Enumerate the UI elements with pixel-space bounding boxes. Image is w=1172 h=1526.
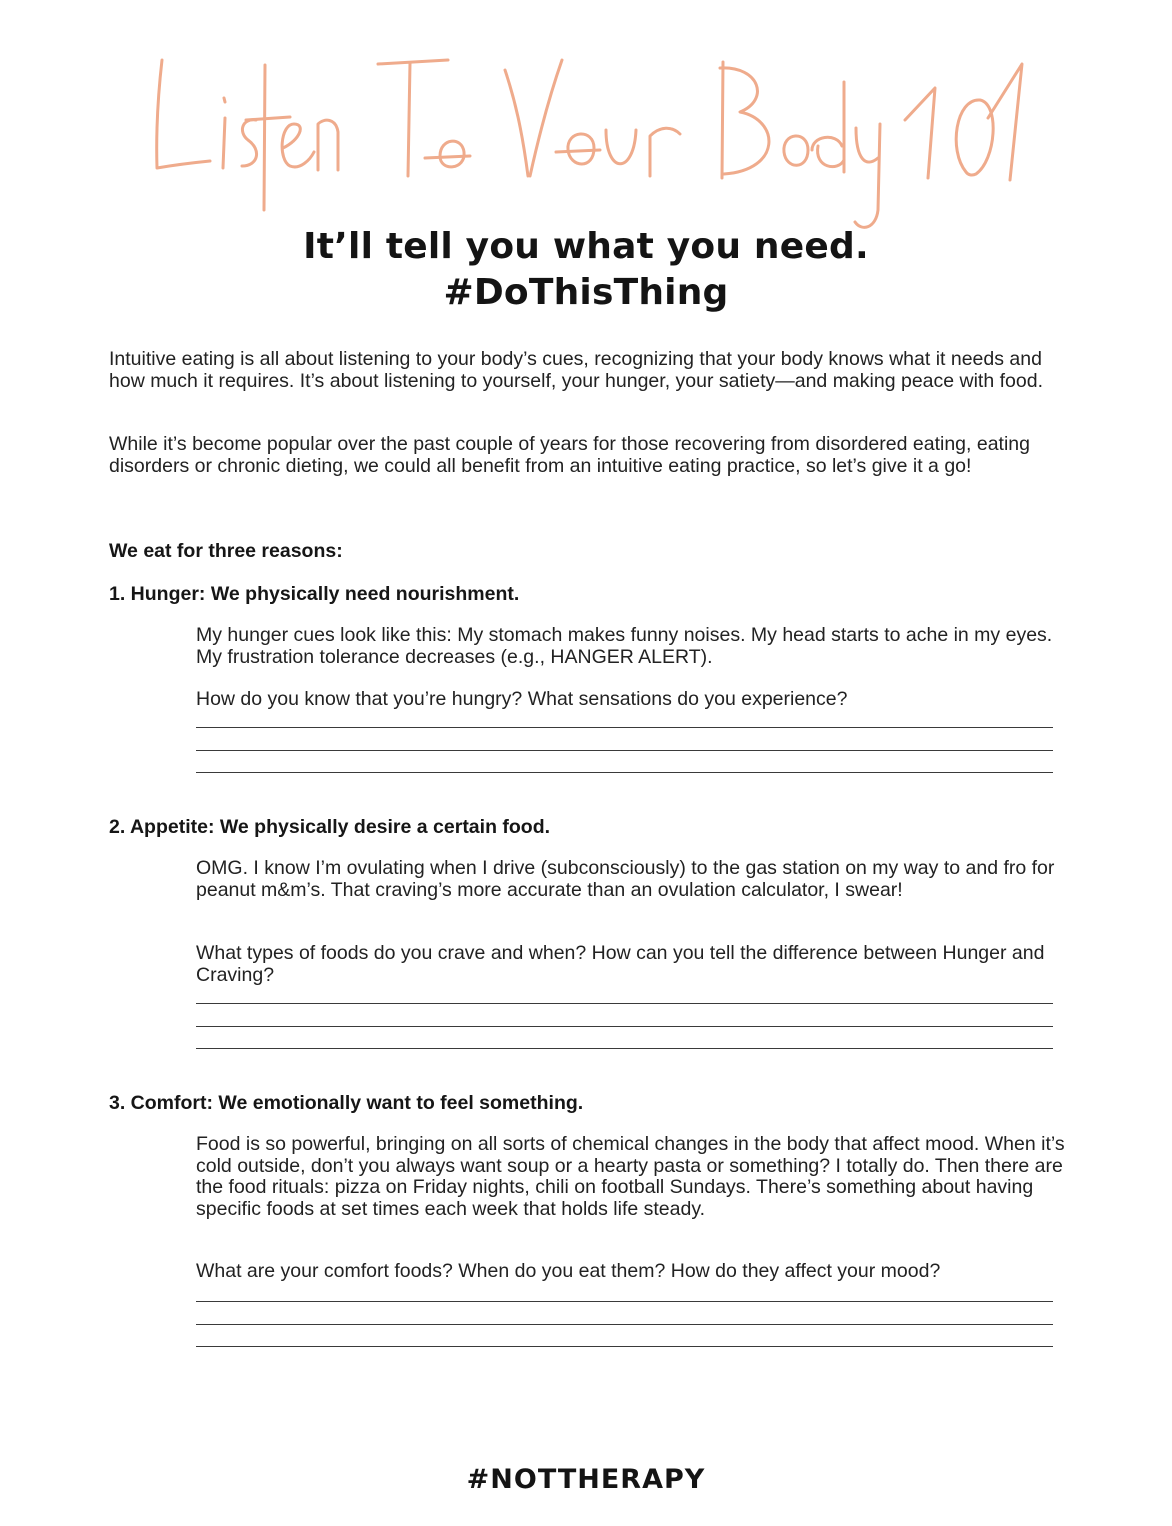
section-question-comfort: What are your comfort foods? When do you eat them? How do they affect your mood? (196, 1260, 941, 1282)
section-question-hunger: How do you know that you’re hungry? What sensations do you experience? (196, 688, 848, 710)
section-question-appetite: What types of foods do you crave and when? How can you tell the difference between Hunger and Craving? (196, 942, 1045, 986)
footer-brand: #NOTTHERAPY (466, 1464, 706, 1495)
reasons-heading: We eat for three reasons: (109, 540, 343, 562)
section-body-appetite: OMG. I know I’m ovulating when I drive (subconsciously) to the gas station on my way to and fro for peanut m&m’s. That craving’s more accurate than an ovulation calculator, I swear! (196, 857, 1055, 901)
section-body-hunger: My hunger cues look like this: My stomach makes funny noises. My head starts to ache in my eyes. My frustration tolerance decreases (e.g., HANGER ALERT). (196, 624, 1053, 668)
answer-line[interactable] (196, 1048, 1053, 1049)
answer-line[interactable] (196, 750, 1053, 751)
answer-line[interactable] (196, 727, 1053, 728)
section-heading-comfort: 3. Comfort: We emotionally want to feel something. (109, 1092, 584, 1114)
answer-line[interactable] (196, 1346, 1053, 1347)
subtitle-line-2: #DoThisThing (443, 272, 729, 313)
script-title (0, 0, 1172, 240)
answer-lines-appetite[interactable] (196, 1003, 1053, 1071)
answer-lines-comfort[interactable] (196, 1301, 1053, 1369)
answer-line[interactable] (196, 1324, 1053, 1325)
intro-paragraph-2: While it’s become popular over the past couple of years for those recovering from disordered eating, eating disorders or chronic dieting, we could all benefit from an intuitive eating practice, so let’s give it a go! (109, 433, 1030, 477)
section-heading-appetite: 2. Appetite: We physically desire a certain food. (109, 816, 551, 838)
answer-line[interactable] (196, 1003, 1053, 1004)
intro-paragraph-1: Intuitive eating is all about listening to your body’s cues, recognizing that your body knows what it needs and how much it requires. It’s about listening to yourself, your hunger, your satiety—and making peace with food. (109, 348, 1043, 392)
answer-line[interactable] (196, 1301, 1053, 1302)
section-body-comfort: Food is so powerful, bringing on all sorts of chemical changes in the body that affect mood. When it’s cold outside, don’t you always want soup or a hearty pasta or something? I totally do. Then there are the food rituals: pizza on Friday nights, chili on football Sundays. There’s something about having specific foods at set times each week that holds life steady. (196, 1133, 1065, 1220)
answer-lines-hunger[interactable] (196, 727, 1053, 795)
answer-line[interactable] (196, 772, 1053, 773)
answer-line[interactable] (196, 1026, 1053, 1027)
section-heading-hunger: 1. Hunger: We physically need nourishment. (109, 583, 520, 605)
subtitle-line-1: It’ll tell you what you need. (303, 226, 869, 267)
